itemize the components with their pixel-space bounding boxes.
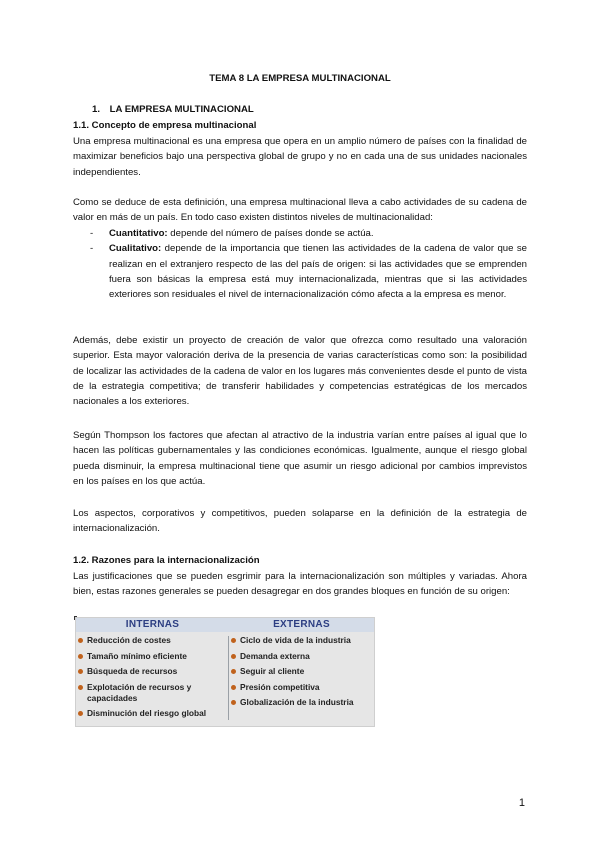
internal-reasons-header: INTERNAS [76,618,229,632]
list-item [76,666,229,677]
list-item-label: Búsqueda de recursos [87,666,178,677]
paragraph-justifications: Las justificaciones que se pueden esgrimir para la internacionalización son múltiples y variadas. Ahora bien, estas razones generales se pueden desagregar en dos grandes bloques en función de su origen: [73,571,527,598]
bullet-icon [78,711,83,716]
paragraph-aspects: Los aspectos, corporativos y competitivos, pueden solaparse en la definición de la estrategia de internacionalización. [73,508,527,535]
bullet-icon [78,638,83,643]
multinationality-levels-list [73,226,527,302]
section-label: LA EMPRESA MULTINACIONAL [109,104,254,115]
section-number: 1. [92,104,101,115]
list-item-label: Seguir al cliente [240,666,305,677]
paragraph-deduction: Como se deduce de esta definición, una empresa multinacional lleva a cabo actividades de su cadena de valor en más de un país. En todo caso existen distintos niveles de multinacionalidad: [73,197,527,224]
list-item-term: Cuantitativo: [109,228,168,239]
bullet-icon [78,685,83,690]
list-item-term: Cualitativo: [109,243,162,255]
paragraph-definition: Una empresa multinacional es una empresa que opera en un amplio número de países con la finalidad de maximizar beneficios bajo una perspectiva global de grupo y no en cada una de sus unidades nacionales independientes. [73,136,527,178]
internal-reasons-column [76,618,229,724]
reasons-table-image [75,617,375,727]
list-item [229,651,374,662]
bullet-icon [78,654,83,659]
section-heading-1 [92,102,254,117]
external-reasons-column [229,618,374,713]
list-item-text: depende del número de países donde se actúa. [167,228,374,239]
external-reasons-header: EXTERNAS [229,618,374,632]
list-item-label: Explotación de recursos y capacidades [87,681,192,703]
column-divider [228,636,229,720]
list-item [76,651,229,662]
bullet-icon [231,654,236,659]
bullet-icon [231,669,236,674]
subsection-heading-1-2: 1.2. Razones para la internacionalización [73,555,260,566]
list-item-label: Tamaño mínimo eficiente [87,650,187,661]
paragraph-value-creation: Además, debe existir un proyecto de creación de valor que ofrezca como resultado una valoración superior. Esta mayor valoración deriva de la presencia de varias características como son: la posibilidad de localizar las actividades de la cadena de valor en los lugares más convenientes desde el punto de vista de la estrategia competitiva; de transferir habilidades y competencias estratégicas de los mercados nacionales a los exteriores. [73,335,527,408]
list-item [76,682,229,704]
bullet-icon [231,700,236,705]
list-item-label: Disminución del riesgo global [87,708,207,719]
external-reasons-list [229,632,374,708]
list-item-label: Ciclo de vida de la industria [240,635,351,645]
list-item [229,682,374,693]
list-item-label: Globalización de la industria [240,697,354,708]
list-item [73,241,527,302]
bullet-icon [231,638,236,643]
internal-reasons-list [76,632,229,719]
bullet-icon [78,669,83,674]
page-number: 1 [518,797,525,809]
list-item-text: depende de la importancia que tienen las actividades de la cadena de valor que se realizan en el extranjero respecto de las del país de origen: si las actividades que se emprenden fuera son básicas la empresa está muy internacionalizada, mientras que si las actividades exteriores son residuales el nivel de internacionalización cómo afecta a la empresa es menor. [109,243,527,301]
list-item-label: Demanda externa [240,650,310,661]
list-item-label: Reducción de costes [87,635,171,645]
list-item [229,635,374,646]
list-dash: - [90,228,94,239]
list-item [229,666,374,677]
list-item [229,697,374,708]
list-item [76,635,229,646]
document-title: TEMA 8 LA EMPRESA MULTINACIONAL [209,73,391,84]
list-item-label: Presión competitiva [240,681,320,692]
bullet-icon [231,685,236,690]
list-item [73,226,527,241]
paragraph-thompson: Según Thompson los factores que afectan al atractivo de la industria varían entre países al igual que lo hacen las políticas gubernamentales y las condiciones económicas. Igualmente, aunque el riesgo global pueda disminuir, la empresa multinacional tiene que asumir un riesgo adicional por cambios imprevistos en los países en los que actúa. [73,430,527,487]
subsection-heading-1-1: 1.1. Concepto de empresa multinacional [73,120,257,131]
list-dash: - [90,243,94,255]
list-item [76,708,229,719]
